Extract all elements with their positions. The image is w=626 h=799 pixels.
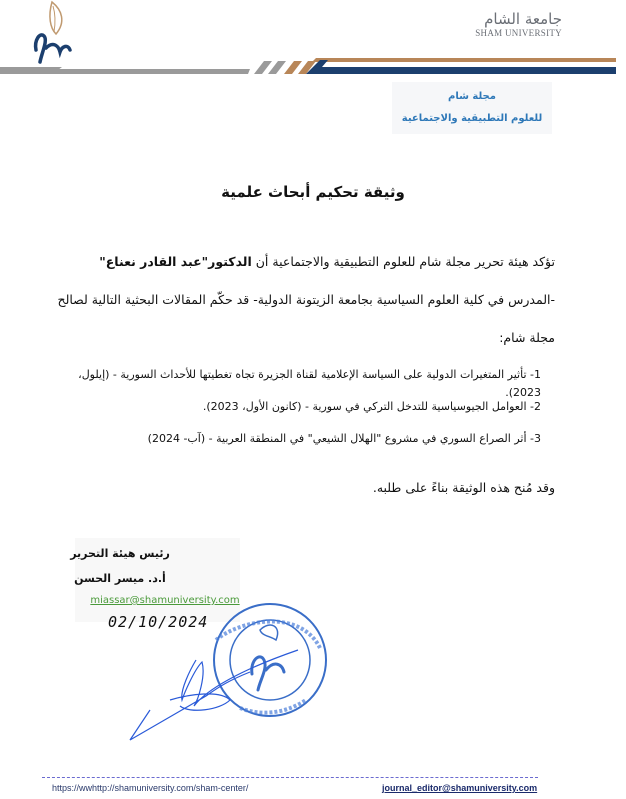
header-stripes [0,55,626,77]
footer-website-link[interactable]: https://wwhttp://shamuniversity.com/sham-center/ [52,783,249,793]
footer-divider [42,777,538,778]
official-stamp-signature-icon [110,590,330,750]
signatory-name: أ.د. ميسر الحسن [74,572,166,585]
signatory-title: رئيس هيئة التحرير [70,547,170,560]
journal-name-box [392,82,552,134]
closing-statement: وقد مُنح هذه الوثيقة بناءً على طلبه. [372,480,555,495]
article-item: 3- أثر الصراع السوري في مشروع "الهلال الشيعي" في المنطقة العربية - (آب- 2024) [147,432,541,445]
journal-subtitle: للعلوم التطبيقية والاجتماعية [401,113,543,124]
document-title: وثيقة تحكيم أبحاث علمية [221,183,405,201]
signature-date: 02/10/2024 [108,613,209,631]
intro-paragraph [45,252,555,272]
intro-line-3: مجلة شام: [499,330,555,345]
intro-line-2: -المدرس في كلية العلوم السياسية بجامعة الزيتونة الدولية- قد حكّم المقالات البحثية التالية لصالح [57,292,555,307]
letterhead [0,0,626,75]
footer-email-link[interactable]: journal_editor@shamuniversity.com [382,783,538,793]
signatory-email-link[interactable]: miassar@shamuniversity.com [90,595,240,606]
university-name-en: SHAM UNIVERSITY [475,28,562,38]
article-item: 1- تأثير المتغيرات الدولية على السياسة الإعلامية لقناة الجزيرة تجاه تغطيتها للأحداث السورية - (إيلول، 2023). [78,368,541,399]
article-item: 2- العوامل الجيوسياسية للتدخل التركي في سورية - (كانون الأول، 2023). [202,400,541,413]
university-name [475,10,562,39]
journal-name: مجلة شام [448,91,496,102]
intro-text: تؤكد هيئة تحرير مجلة شام للعلوم التطبيقية والاجتماعية أن [251,254,555,269]
university-name-ar: جامعة الشام [484,10,562,28]
reviewer-name: الدكتور"عبد القادر نعناع" [99,254,252,269]
